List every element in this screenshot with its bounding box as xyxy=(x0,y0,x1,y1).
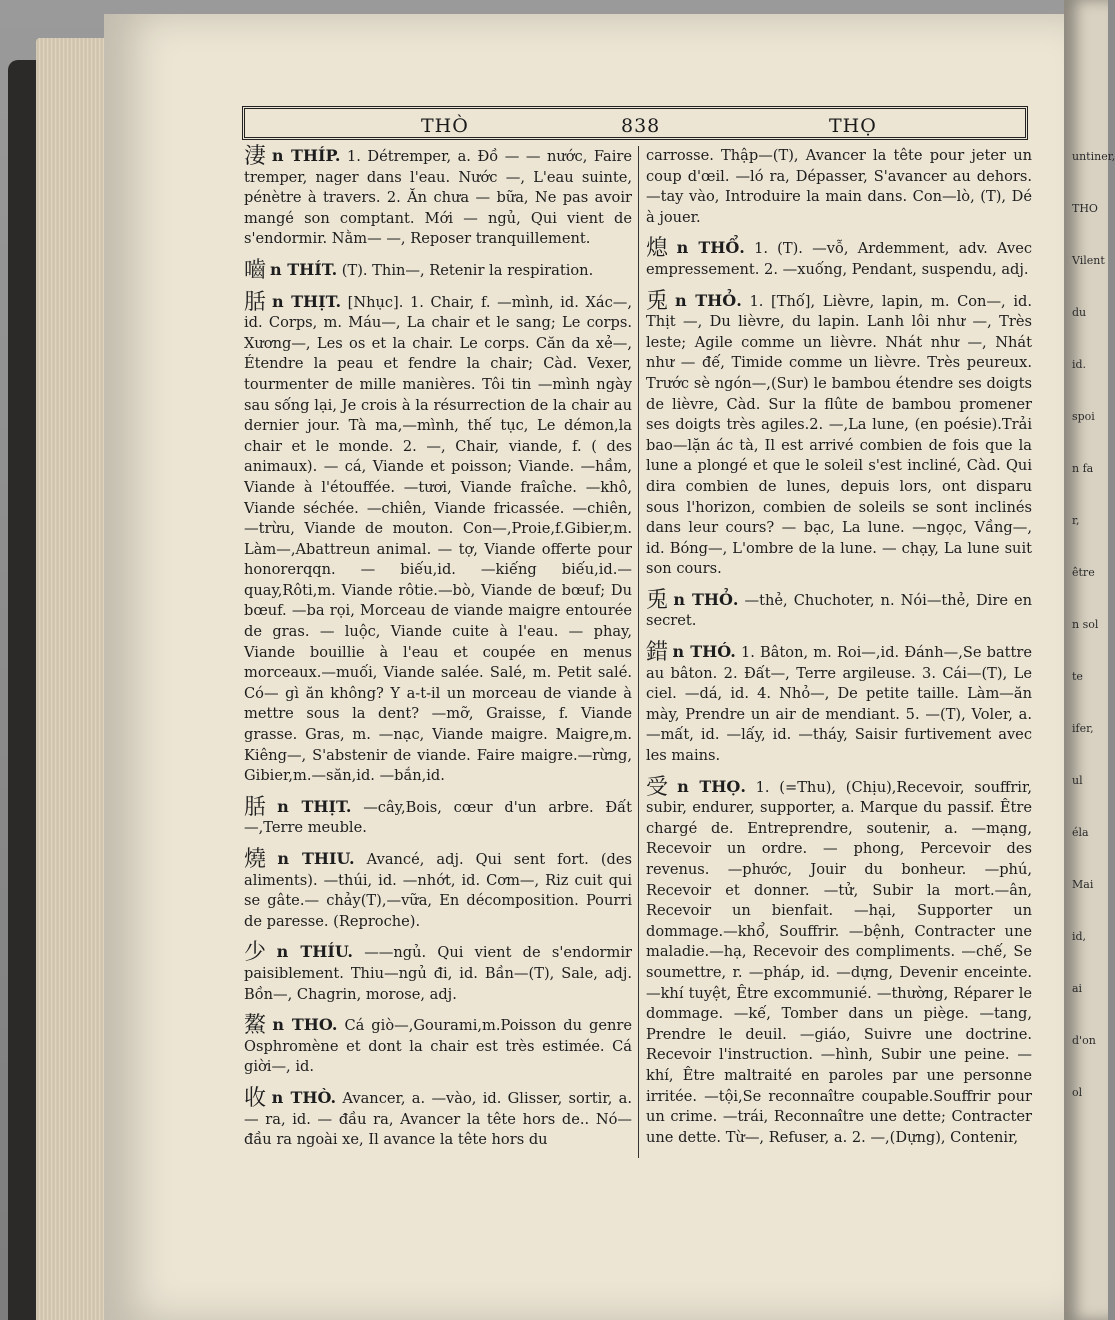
next-page-fragment: id. xyxy=(1072,358,1087,371)
entry-character: 兎 xyxy=(646,288,672,314)
entry-headword: n THỌ. xyxy=(677,776,746,796)
entry-character: 受 xyxy=(646,774,674,800)
next-page-fragment: ai xyxy=(1072,982,1083,995)
entry-character: 䏦 xyxy=(244,794,274,820)
next-page-edge xyxy=(1064,0,1115,1320)
header-left-word: THÒ xyxy=(421,115,469,137)
entry-definition: carrosse. Thập—(T), Avancer la tête pour jeter un coup d'œil. —ló ra, Dépasser, S'avancer au dehors. —tay vào, Introduire la main dans. Con—lò, (T), Dé à jouer. xyxy=(646,147,1032,226)
dictionary-entry xyxy=(244,794,632,839)
next-page-fragment: Vilent xyxy=(1072,254,1105,267)
dictionary-entry xyxy=(646,774,1032,1149)
dictionary-entry xyxy=(646,642,1032,767)
entry-definition: 1. (T). —vỗ, Ardemment, adv. Avec empressement. 2. —xuống, Pendant, suspendu, adj. xyxy=(646,240,1033,278)
header-right-word: THỌ xyxy=(829,115,877,137)
running-header xyxy=(242,106,1028,140)
entry-definition: Avancé, adj. Qui sent fort. (des aliments). —thúi, id. —nhớt, id. Cơm—, Riz cuit qui se gâte.— chảy(T),—vữa, En décomposition. Pourri de paresse. (Reproche). xyxy=(244,851,633,930)
next-page-fragment: te xyxy=(1072,670,1083,683)
entry-character: 錯 xyxy=(646,640,669,666)
entry-character: 䏦 xyxy=(244,289,268,315)
entry-headword: n THỎ. xyxy=(675,290,742,310)
next-page-fragment: éla xyxy=(1072,826,1089,839)
entry-character: 熄 xyxy=(646,236,673,262)
entry-definition: [Nhục]. 1. Chair, f. —mình, id. Xác—, id. Corps, m. Máu—, La chair et le sang; Le corps. Xương—, Les os et la chair. Le corps. Căn da xẻ—, Étendre la peau et fendre la chair; Càd. Vexer, tourmenter de mille manières. Tôi tin —mình ngày sau sống lại, Je crois à la résurrection de la chair au dernier jour. Tà ma,—mình, thế tục, Le démon,la chair et le monde. 2. —, Chair, viande, f. ( des animaux). — cá, Viande et poisson; Viande. —hầm, Viande à l'étouffée. —tươi, Viande fraîche. —khô, Viande séchée. —chiên, Viande fricassée. —chiên, —trừu, Viande de mouton. Con—,Proie,f.Gibier,m. Làm—,Abattreun animal. — tợ, Viande offerte pour honorerqqn. — biếu,id. —kiếng biếu,id.—quay,Rôti,m. Viande rôtie.—bò, Viande de bœuf; Du bœuf. —ba rọi, Morceau de viande maigre entourée de gras. — luộc, Viande cuite à l'eau. — phay, Viande bouillie à l'eau et coupée en menus morceaux.—muối, Viande salée. Salé, m. Petit salé. Có— gì ăn không? Y a-t-il un morceau de viande à mettre sous la dent? —mỡ, Graisse, f. Viande grasse. Gras, m. —nạc, Viande maigre. Maigre,m. Kiêng—, S'abstenir de viande. Faire maigre.—rừng, Gibier,m.—săn,id. —bắn,id. xyxy=(244,293,632,785)
dictionary-entry xyxy=(244,1085,632,1151)
next-page-fragment: du xyxy=(1072,306,1087,319)
entry-headword: n THÍT. xyxy=(270,259,338,279)
dictionary-entry xyxy=(244,1015,632,1078)
dictionary-entry xyxy=(646,288,1032,580)
right-column xyxy=(646,146,1032,1158)
entry-definition: Cá giò—,Gourami,m.Poisson du genre Osphromène et dont la chair est très estimée. Cá giời—, id. xyxy=(244,1017,633,1076)
page-edges xyxy=(36,38,112,1320)
next-page-fragment: n fa xyxy=(1072,462,1094,475)
dictionary-entry xyxy=(244,146,632,250)
entry-definition: —cây,Bois, cœur d'un arbre. Đất —,Terre meuble. xyxy=(244,798,632,837)
entry-character: 兎 xyxy=(646,587,670,613)
dictionary-entry xyxy=(646,238,1032,280)
next-page-fragment: ul xyxy=(1072,774,1083,787)
next-page-fragment: Mai xyxy=(1072,878,1094,891)
next-page-fragment: r, xyxy=(1072,514,1080,527)
next-page-fragment: ol xyxy=(1072,1086,1083,1099)
entry-character: 鰲 xyxy=(244,1013,269,1039)
next-page-fragment: être xyxy=(1072,566,1095,579)
entry-definition: 1. Détremper, a. Đồ — — nước, Faire tremper, nager dans l'eau. Nước —, L'eau suinte, pénètre à travers. 2. Ăn chưa — bữa, Ne pas avoir mangé son comptant. Mới — ngủ, Qui vient de s'endormir. Nằm— —, Reposer tranquillement. xyxy=(244,148,632,248)
entry-headword: n THÍP. xyxy=(271,146,341,165)
entry-character: 收 xyxy=(244,1085,268,1111)
entry-headword: n THÒ. xyxy=(271,1087,337,1107)
dictionary-entry xyxy=(244,942,632,1005)
page-number: 838 xyxy=(621,115,661,137)
entry-headword: n THỊT. xyxy=(277,796,352,816)
entry-character: 少 xyxy=(244,940,273,966)
entry-headword: n THÍU. xyxy=(276,942,353,962)
dictionary-entry xyxy=(646,146,1032,228)
dictionary-entry xyxy=(244,849,632,932)
entry-definition: Avancer, a. —vào, id. Glisser, sortir, a. — ra, id. — đầu ra, Avancer la tête hors de.. Nó—đầu ra ngoài xe, Il avance la tête hors du xyxy=(244,1089,632,1149)
next-page-fragment: ifer, xyxy=(1072,722,1094,735)
entry-definition: 1. [Thố], Lièvre, lapin, m. Con—, id. Thịt —, Du lièvre, du lapin. Lanh lôi như —, Très leste; Agile comme un lièvre. Nhát như —, Nhát như — đế, Timide comme un lièvre. Très peureux. Trước sè ngón—,(Sur) le bambou étendre ses doigts de lièvre, Càd. Sur la flûte de bambou promener ses doigts très agiles.2. —,La lune, (en poésie).Trải bao—lặn ác tà, Il est arrivé combien de fois que la lune a plongé et que le soleil s'est incliné, Càd. Qui dira combien de lunes, depuis lors, ont disparu sous l'horizon, combien de soleils se sont inclinés dans leur cours? — bạc, La lune. —ngọc, Vầng—, id. Bóng—, L'ombre de la lune. — chạy, La lune suit son cours. xyxy=(646,292,1032,578)
next-page-fragment: id, xyxy=(1072,930,1087,943)
entry-character: 燒 xyxy=(244,847,274,872)
entry-character: 嚙 xyxy=(244,257,267,283)
entry-definition: 1. (=Thu), (Chịu),Recevoir, souffrir, subir, endurer, supporter, a. Marque du passif. Être chargé de. Entreprendre, soutenir, a. —mạng, Recevoir un ordre. — phong, Percevoir des revenus. —phước, Jouir du bonheur. —phú, Recevoir et donner. —tử, Subir la mort.—ân, Recevoir un bienfait. —hại, Supporter un dommage.—khổ, Souffrir. —bệnh, Contracter une maladie.—hạ, Recevoir des compliments. —chế, Se soumettre, r. —pháp, id. —dựng, Devenir enceinte. —khí tuyệt, Être excommunié. —thường, Réparer le dommage. —kế, Tomber dans un piège. —tang, Prendre le deuil. —giáo, Suivre une doctrine. Recevoir l'instruction. —hình, Subir une peine. —khí, Être maltraité en paroles par une personne irritée. —tội,Se reconnaître coupable.Souffrir pour un crime. —trái, Reconnaître une dette; Contracter une dette. Từ—, Refuser, a. 2. —,(Dựng), Contenir, xyxy=(646,778,1032,1146)
left-column xyxy=(244,146,632,1161)
entry-headword: n THÓ. xyxy=(672,642,736,662)
dictionary-entry xyxy=(244,257,632,283)
entry-headword: n THO. xyxy=(272,1015,338,1035)
entry-definition: ——ngủ. Qui vient de s'endormir paisiblement. Thiu—ngủ đi, id. Bần—(T), Sale, adj. Bồn—, Chagrin, morose, adj. xyxy=(244,944,633,1003)
entry-headword: n THIU. xyxy=(277,849,355,868)
next-page-fragment: d'on xyxy=(1072,1034,1096,1047)
next-page-fragment: spoi xyxy=(1072,410,1095,423)
entry-definition: (T). Thin—, Retenir la respiration. xyxy=(341,261,594,279)
entry-headword: n THỔ. xyxy=(676,238,745,258)
dictionary-entry xyxy=(646,587,1033,632)
entry-headword: n THỎ. xyxy=(673,589,739,609)
next-page-fragment: untiner, xyxy=(1072,150,1115,163)
next-page-fragment: n sol xyxy=(1072,618,1099,631)
next-page-fragment: THO xyxy=(1072,202,1098,215)
entry-character: 淒 xyxy=(244,144,268,169)
dictionary-entry xyxy=(244,289,632,787)
entry-definition: 1. Bâton, m. Roi—,id. Đánh—,Se battre au bâton. 2. Đất—, Terre argileuse. 3. Cái—(T), Le ciel. —dá, id. 4. Nhỏ—, De petite taille. Làm—ăn mày, Prendre un air de mendiant. 5. —(T), Voler, a. —mất, id. —lấy, id. —tháy, Saisir furtivement avec les mains. xyxy=(646,644,1032,765)
entry-definition: —thẻ, Chuchoter, n. Nói—thẻ, Dire en secret. xyxy=(646,591,1033,630)
column-divider xyxy=(638,146,639,1158)
entry-headword: n THỊT. xyxy=(271,291,342,311)
